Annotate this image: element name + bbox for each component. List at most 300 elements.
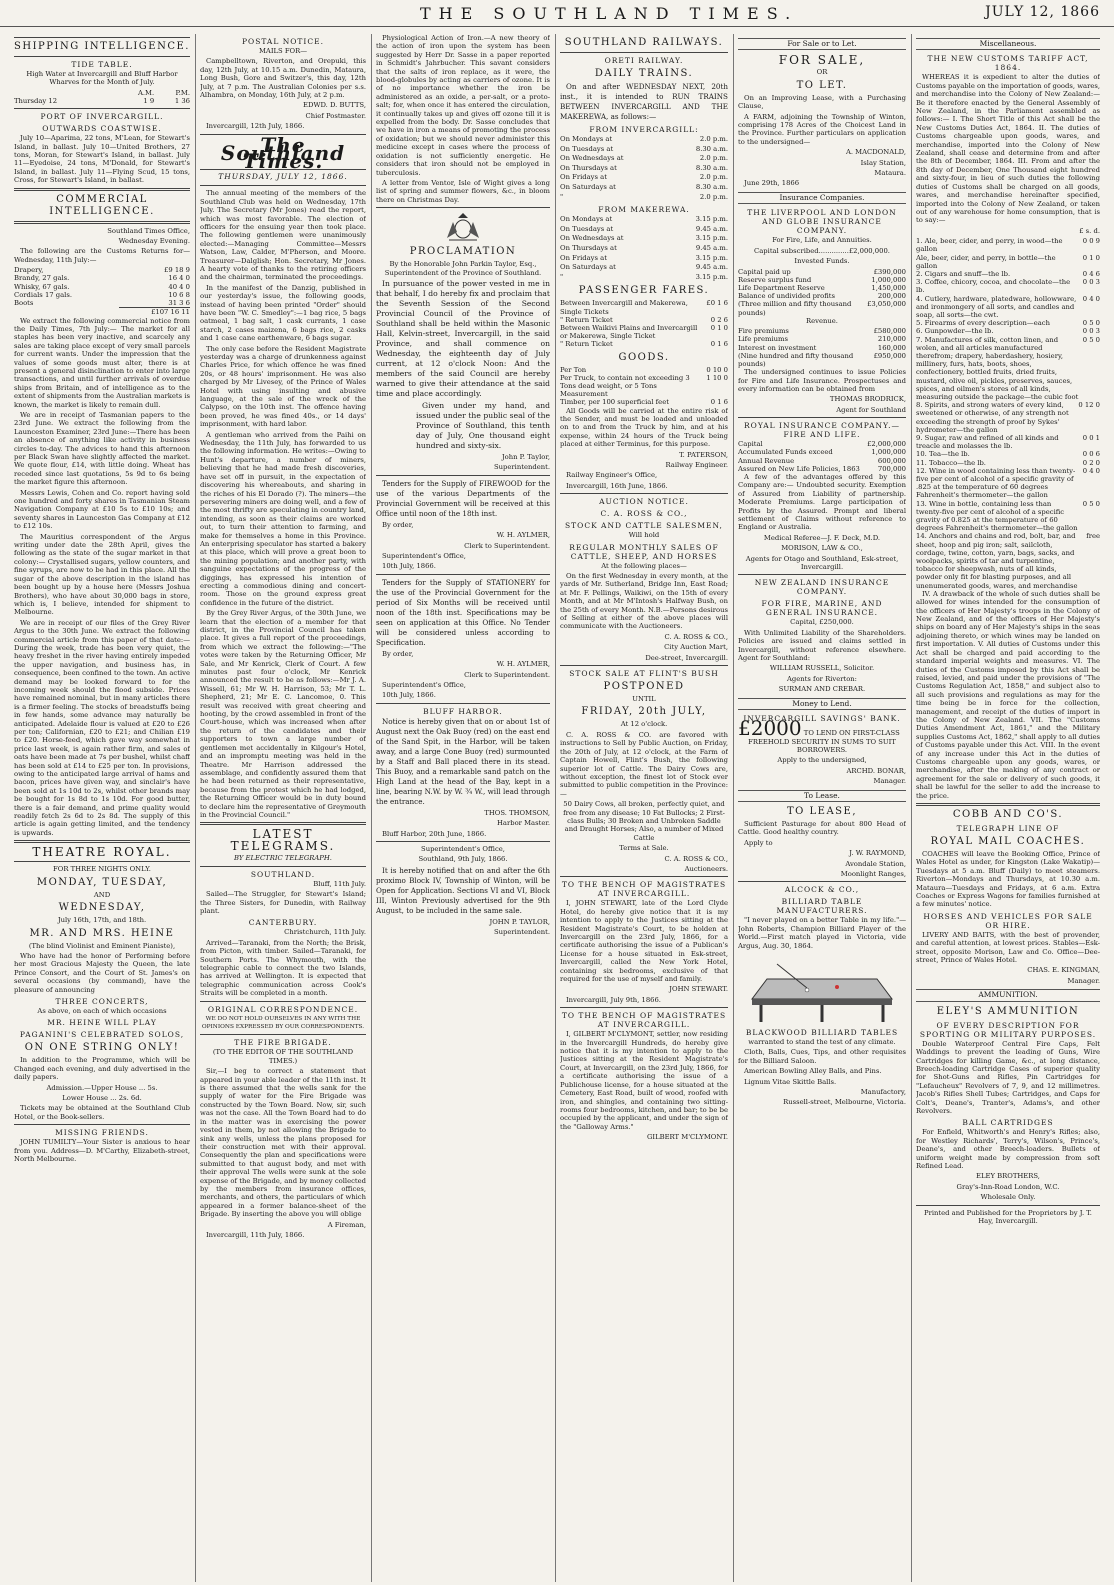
shipping-heading: SHIPPING INTELLIGENCE. (14, 41, 190, 52)
table-cell: Per Ton (560, 365, 587, 374)
table-row (14, 308, 190, 317)
one-string-heading: ON ONE STRING ONLY! (24, 1042, 180, 1054)
manufactory: Manufactory, (860, 1088, 906, 1097)
auction-heading: AUCTION NOTICE. (599, 497, 689, 507)
surman-crebar: SURMAN AND CREBAR. (778, 685, 866, 694)
at-places: At the following places— (601, 561, 687, 570)
table-cell: Capital paid up (738, 267, 791, 276)
nz-fire-heading: FOR FIRE, MARINE, AND GENERAL INSURANCE. (761, 599, 883, 618)
table-row (560, 183, 728, 193)
by-order-2: By order, (382, 649, 414, 658)
proclamation-heading: PROCLAMATION (409, 246, 517, 258)
table-row (560, 324, 728, 340)
newspaper-logo: The Southland Times. (220, 132, 346, 174)
rail-office: Railway Engineer's Office, (566, 471, 658, 480)
table-cell: 1,000,000 (871, 448, 906, 457)
masthead (0, 0, 1114, 27)
cobb-heading: COBB AND CO'S. (952, 809, 1064, 821)
bowling-text: American Bowling Alley Balls, and Pins. (744, 1067, 882, 1076)
table-cell: 3.15 p.m. (695, 215, 728, 224)
proclamation-para: In pursuance of the power vested in me in that behalf, I do hereby fix and proclaim that the Seventh Session of the Second Provincial Council of the Province of Southland shall be held within the Masonic Hall, Kelvin-street, Invercargill, in the said Province, and shall commence on Wednesday, the eighteenth day of July current, at 12 o'clock Noon: And the members of the said Council are hereby warned to give their attendance at the said time and place accordingly. (376, 278, 550, 398)
column-rule (195, 34, 196, 1582)
column-1 (14, 34, 190, 1582)
table-cell: Reserve surplus fund (738, 275, 812, 284)
aylmer-role-2: Clerk to Superintendent. (464, 670, 550, 679)
royal-para: A few of the advantages offered by this Company are:— Undoubted security. Exemption of Assured from Liability of partnership. Moderate Premiums. Large participation of Profits by the Assured. Prompt and liberal settlement of Claims without reference to England or Australia. (738, 472, 906, 532)
eley-brothers: ELEY BROTHERS, (976, 1172, 1040, 1181)
table-cell: 0 4 0 (1082, 294, 1100, 303)
table-cell: (Nine hundred and fifty thousand pounds) (738, 351, 854, 368)
table-cell: 4. Cutlery, hardware, platedware, hollowware, and ironmongery of all sorts, and candles and soap, all sorts—the cwt. (916, 294, 1077, 319)
to-let-heading: TO LET. (796, 79, 848, 91)
bench-1-para: I, JOHN STEWART, late of the Lord Clyde Hotel, do hereby give notice that it is my intention to apply to the Justices sitting at the Resident Magistrate's Court, to be holden at Invercargill on the 23rd July, 1866, for a certificate authorising the issue of a Publican's License for a house situated in Esk-street, Invercargill, called the New York Hotel, containing six bedrooms, exclusive of that required for the use of myself and family. (560, 899, 728, 984)
admission-upper: Admission.—Upper House ... 5s. (46, 1083, 158, 1092)
table-cell: Timber, per 100 superficial feet (560, 398, 669, 407)
paterson-name: T. PATERSON, (679, 450, 728, 459)
tide-pm-label: P.M. (175, 88, 190, 97)
bluff-role: Harbor Master. (497, 819, 550, 828)
fire-brigade-sign: A Fireman, (327, 1220, 366, 1229)
from-makerewa: FROM MAKEREWA. (598, 205, 690, 215)
table-cell: Cordials 17 gals. (14, 290, 72, 299)
telegrams-heading: LATEST TELEGRAMS. (230, 827, 336, 854)
billiard-heading: BILLIARD TABLE MANUFACTURERS. (776, 897, 868, 916)
revenue-table (738, 327, 906, 368)
grays-inn: Gray's-Inn-Road London, W.C. (956, 1182, 1060, 1191)
ross-mart: City Auction Mart, (664, 643, 728, 652)
until: UNTIL (632, 695, 656, 704)
table-cell: On Wednesdays at (560, 154, 624, 163)
table-cell: 0 5 0 (1082, 319, 1100, 328)
table-row (560, 340, 728, 348)
table-cell: 2.0 p.m. (699, 154, 728, 163)
table-row (916, 401, 1100, 434)
table-row (916, 237, 1100, 253)
makerewa-timetable (560, 215, 728, 282)
table-cell: 3.15 p.m. (695, 234, 728, 243)
winton-sign: JOHN P. TAYLOR, (489, 917, 550, 926)
bluff-date: Bluff Harbor, 20th June, 1866. (382, 829, 487, 838)
aylmer-name-2: W. H. AYLMER, (496, 660, 550, 669)
table-cell: Drapery, (14, 266, 44, 275)
table-row (738, 352, 906, 368)
ross-name: C. A. ROSS & CO., (600, 509, 688, 519)
regular-sales: REGULAR MONTHLY SALES OF CATTLE, SHEEP, AND HORSES (569, 542, 719, 561)
ross-sign: C. A. ROSS & CO., (664, 632, 728, 641)
nz-capital: Capital, £250,000. (790, 618, 854, 627)
table-cell: £390,000 (873, 267, 906, 276)
table-cell: 9.45 a.m. (695, 243, 728, 252)
nz-para: With Unlimited Liability of the Shareholders. Policies are issued and claims settled in Invercargill, without reference elsewhere. Agent for Southland: (738, 628, 906, 663)
theatre-sub: FOR THREE NIGHTS ONLY. (53, 865, 151, 874)
concerts-heading: THREE CONCERTS, (55, 996, 149, 1006)
morison-name: MORISON, LAW & CO., (781, 544, 863, 553)
table-cell: " Return Ticket (560, 340, 613, 349)
postal-date: Invercargill, 12th July, 1866. (206, 122, 305, 131)
table-row (916, 450, 1100, 458)
heine-will: MR. HEINE WILL PLAY (47, 1018, 157, 1028)
market-para-1: We extract the following commercial notice from the Daily Times, 7th July:— The market for all staples has been very inactive, and scarcely any sales are taking place except of very small parcels for current wants. Under the impression that the values of some goods must alter, there is at present a general disinclination to enter into large transactions, and until further arrivals of overdue ships from Britain, and of intelligence as to the extent of shipments from the Australian markets is known, the market is likely to remain dull. (14, 316, 190, 409)
terms: Terms at Sale. (619, 844, 669, 853)
apply-to: Apply to (744, 838, 773, 847)
table-row (916, 319, 1100, 327)
aylmer-role: Clerk to Superintendent. (464, 541, 550, 550)
postponed-heading: POSTPONED (603, 681, 685, 693)
outwards-heading: OUTWARDS COASTWISE. (42, 124, 162, 134)
invested-heading: Invested Funds. (794, 257, 850, 266)
table-cell: 13. Wine in bottle, containing less than twenty-five per cent of alcohol of a specific gravity of 0.825 at the temperature of 60 degrees Fahrenheit's thermometer—the gallon (916, 499, 1078, 533)
savings-bank-heading: INVERCARGILL SAVINGS' BANK. (743, 714, 901, 724)
invercargill-timetable (560, 135, 728, 202)
table-row (560, 135, 728, 145)
table-row (560, 225, 728, 235)
from-invercargill: FROM INVERCARGILL: (589, 125, 699, 134)
table-cell: 0 0 1 (1082, 434, 1100, 442)
friday-heading: FRIDAY, 20th JULY, (581, 706, 707, 718)
table-cell: 8.30 a.m. (695, 182, 728, 191)
to-lease-heading: TO LEASE, (786, 805, 858, 817)
table-cell: On Fridays at (560, 173, 607, 182)
railways-heading: SOUTHLAND RAILWAYS. (564, 37, 724, 48)
royal-heading: ROYAL INSURANCE COMPANY.—FIRE AND LIFE. (744, 421, 900, 440)
table-cell: 0 2 0 (1082, 458, 1100, 467)
table-row (560, 164, 728, 174)
table-cell: 210,000 (877, 335, 906, 344)
column-rule (371, 34, 372, 1582)
fire-brigade-heading: THE FIRE BRIGADE. (234, 1038, 332, 1048)
table-row (738, 344, 906, 352)
apply-undersigned: Apply to the undersigned, (777, 756, 867, 765)
proclamation-role: Superintendent. (494, 463, 550, 472)
table-row (738, 448, 906, 456)
stationery-para: Tenders for the Supply of STATIONERY for the use of the Provincial Government for the period of Six Months will be received until noon of the 18th inst. Specifications may be seen on application at this Office. No Tender will be considered unless according to Specification. (376, 577, 550, 647)
table-row (560, 316, 728, 324)
kingman-name: CHAS. E. KINGMAN, (1027, 966, 1100, 975)
table-cell: 1,000,000 (871, 275, 906, 284)
table-cell: 5. Firearms of every description—each (916, 319, 1050, 328)
climate-text: warranted to stand the test of any climate. (748, 1038, 896, 1047)
lease-text: Sufficient Pasturage for about 800 Head of Cattle. Good healthy country. (738, 819, 906, 837)
tide-table (14, 89, 190, 105)
table-cell: Accumulated Funds exceed (738, 448, 833, 457)
fares-table (560, 299, 728, 348)
customs-table (14, 266, 190, 316)
table-cell: 8.30 a.m. (695, 144, 728, 153)
liverpool-sub: For Fire, Life, and Annuities. (772, 236, 872, 245)
or-word: OR (816, 68, 828, 77)
money-bar: Money to Lend. (738, 698, 906, 710)
fire-brigade-para: Sir,—I beg to correct a statement that appeared in your able leader of the 11th inst. It is there assumed that the wells sank for the supply of water for the Fire Brigade was constructed by the Town Board. Now, sir, such was not the case. All the Town Board had to do in the matter was in exercising the power vested in them, by not allowing the Brigade to sink any wells, unless the plans proposed for their construction met with their approval. Consequently the plan and specifications were submitted to that august body, and met with their approval The wells were sunk at the sole expense of the Brigade, and by money collected by the members from insurance offices, merchants, and others, the particulars of which appeared in a former balance-sheet of the Brigade. By inserting the above you will oblige (200, 1067, 366, 1219)
editorial-para-3: The only case before the Resident Magistrate yesterday was a charge of drunkenness against Charles Price, for which offence he was fined 20s, or 48 hours' imprisonment. He was also charged by Mr Livesey, of the Prince of Wales Hotel with using insulting and abusive language, at the sale of the wreck of the Calypso, on the 10th inst. The offence having been proved, he was fined 40s., or 14 days' imprisonment, with hard labor. (200, 344, 366, 429)
table-row (560, 145, 728, 155)
table-cell: On Thursdays at (560, 163, 617, 172)
table-cell: " Return Ticket (560, 315, 613, 324)
table-cell: 0 2 6 (710, 315, 728, 324)
brodrick-name: THOMAS BRODRICK, (829, 395, 906, 404)
market-para-4: The Mauritius correspondent of the Argus writing under date the 28th April, gives the following as the state of the sugar market in that colony:— Crystallised sugars, yellow counters, and fine syrups, are now to be had in this place. All the sugar of the above description in the island has been bought up by a house here (Messrs Joshua Brothers), who have about 30,000 bags in store, which is, I believe, intended for shipment to Melbourne. (14, 532, 190, 617)
proclamation-by: By the Honorable John Parkin Taylor, Esq., Superintendent of the Province of Southland. (384, 260, 542, 277)
table-cell: Life Department Reserve (738, 283, 825, 292)
table-cell: Ale, beer, cider, and perry, in bottle—the gallon (916, 253, 1056, 270)
proclamation-given: Given under my hand, and issued under the public seal of the Province of Southland, this tenth day of July, One thousand eight hundred and sixty-six. (416, 400, 550, 450)
table-cell: 200,000 (877, 292, 906, 301)
goods-para: All Goods will be carried at the entire risk of the Sender, and must be loaded and unloaded on to and from the Truck by him, and at his expense, within 24 hours of the Truck being placed at either Terminus, for this purpose. (560, 406, 728, 449)
mataura: Mataura. (874, 169, 906, 178)
table-cell: Assured on New Life Policies, 1863 (738, 464, 860, 473)
table-row (916, 327, 1100, 335)
wholesale: Wholesale Only. (980, 1193, 1036, 1202)
table-cell: 10. Tea—the lb. (916, 450, 970, 459)
table-row (560, 193, 728, 203)
table-cell: 3.15 p.m. (695, 272, 728, 281)
column-2 (200, 34, 366, 1582)
column-5 (738, 34, 906, 1582)
table-cell: £3,050,000 (867, 300, 906, 309)
paganini-heading: PAGANINI'S CELEBRATED SOLOS, (19, 1030, 185, 1040)
table-cell: 600,000 (877, 456, 906, 465)
table-cell: Boots (14, 299, 34, 308)
super-office: Superintendent's Office, (382, 551, 466, 560)
table-cell: 0 0 3 (1082, 278, 1100, 287)
theatre-and: AND (93, 890, 111, 899)
table-cell: £0 1 6 (706, 299, 728, 308)
southland-para: Sailed—The Struggler, for Stewart's Island; the Three Sisters, for Dunedin, with Railway plant. (200, 890, 366, 915)
table-cell: 0 1 0 (710, 323, 728, 332)
missing-heading: MISSING FRIENDS. (55, 1128, 149, 1138)
super-date-2: 10th July, 1866. (382, 691, 436, 700)
table-cell: (Three million and fifty thousand pounds) (738, 300, 852, 317)
rail-date: Invercargill, 16th June, 1866. (566, 481, 668, 490)
riverton-agents: Agents for Riverton: (787, 674, 857, 683)
cobb-sub: TELEGRAPH LINE OF (956, 824, 1060, 834)
table-cell: £580,000 (873, 327, 906, 336)
cobb-para: COACHES will leave the Booking Office, Prince of Wales Hotel as under, for Kingston (Lake Wakatip)—Tuesdays at 5 a.m. Bluff (Daily) to meet steamers. Riverton—Mondays and Thursdays, at 10.30 a.m. Mataura—Tuesdays and Fridays, at 6 a.m. Extra Coaches or Express Wagons for families furnished at a few minutes' notice. (916, 850, 1100, 909)
table-cell: Capital (738, 440, 763, 449)
table-cell: 2.0 p.m. (699, 135, 728, 143)
table-row (14, 299, 190, 308)
ventnor-para: A letter from Ventor, Isle of Wight gives a long list of spring and summer flowers, &c., in bloom there on Christmas Day. (376, 178, 550, 204)
table-cell: 31 3 6 (168, 299, 190, 308)
table-cell: Brandy, 27 gals. (14, 274, 70, 283)
table-cell: 40 4 0 (168, 282, 190, 291)
lsd-header: £ s. d. (1079, 226, 1100, 235)
table-cell: 3. Coffee, chicory, cocoa, and chocolate—the lb. (916, 278, 1071, 295)
goods-heading: GOODS. (618, 351, 670, 363)
table-cell: 2.0 p.m. (699, 173, 728, 182)
bench-2-sign: GILBERT M'CLYMONT. (646, 1133, 728, 1142)
table-cell: 9.45 a.m. (695, 263, 728, 272)
table-cell: 8.30 a.m. (695, 163, 728, 172)
table-row (738, 292, 906, 300)
winton-role: Superintendent. (494, 928, 550, 937)
revenue-heading: Revenue. (806, 316, 838, 325)
auction-para: On the first Wednesday in every month, at the yards of Mr. Sutherland, Bridge Inn, East Road; at Mr. F. Pellings, Waikiwi, on the 15th of every Month, and at Mr M'Intosh's Halfway Bush, on the 25th of every Month. N.B.—Persons desirous of Selling at either of the above places will communicate with the Auctioneers. (560, 572, 728, 631)
royal-mail-heading: ROYAL MAIL COACHES. (930, 836, 1086, 848)
ball-cartridges-heading: BALL CARTRIDGES (962, 1118, 1054, 1128)
table-cell: £9 18 9 (164, 266, 190, 275)
departures-text: July 10—Aparima, 22 tons, M'Lean, for Stewart's Island, in ballast. July 10—United Brothers, 27 tons, Moran, for Stewart's Island, in ballast. July 11—Eyedoise, 24 tons, M'Donald, for Stewart's Island, in ballast. July 11—Flying Scud, 15 tons, Cross, for Stewart's Island, in ballast. (14, 134, 190, 185)
table-cell: 0 1 0 (1082, 253, 1100, 262)
table-row (916, 295, 1100, 320)
ross-role: STOCK AND CATTLE SALESMEN, (565, 521, 723, 531)
table-cell: Between Invercargill and Makerewa, Single Tickets (560, 299, 688, 316)
table-row (738, 457, 906, 465)
auctioneers: Auctioneers. (684, 864, 728, 873)
bench-2-para: I, GILBERT M'CLYMONT, settler, now residing in the Invercargill Hundreds, do hereby give notice that it is my intention to apply to the Justices sitting at the Resident Magistrate's Court, at Invercargill, on the 23rd July, 1866, for a certificate authorising the issue of a Publichouse license, for a house situated at the Cemetery, East Road, built of wood, roofed with iron, and shingles, and containing two sitting-rooms four bedrooms, kitchen, and bar; to be be occupied by the applicant, and under the sign of the "Galloway Arms." (560, 1030, 728, 1131)
sale-bar: For Sale or to Let. (738, 38, 906, 50)
fares-heading: PASSENGER FARES. (578, 285, 710, 297)
table-row (560, 299, 728, 315)
telegrams-sub: BY ELECTRIC TELEGRAPH. (234, 854, 332, 863)
lease-bar: To Lease. (738, 790, 906, 802)
vitae-text: Lignum Vitae Skittle Balls. (744, 1077, 837, 1086)
liverpool-heading: THE LIVERPOOL AND LONDON AND GLOBE INSURANCE COMPANY. (747, 208, 897, 236)
royal-crest-icon (441, 212, 485, 242)
market-para-5: We are in receipt of our files of the Grey River Argus to the 30th June. We extract the following commercial article from this paper of that date:— During the week, trade has been very quiet, the heavy freshet in the river having entirely impeded the upper navigation, and business has, in consequence, been confined to the town. An active demand may be looked forward to for the incoming week should the flood subside. Prices have remained nominal, but in many articles there is a firmer feeling. The stocks of breadstuffs being in few hands, some advance may naturally be anticipated. Adelaide flour is valued at £20 to £26 per ton; Californian, £20 to £21; and Chilian £19 to £20. Horse-feed, which gave way somewhat in price last week, is again rather firm, and sales of oats have been made at 7s per bushel, whilst chaff has been sold at £14 to £25 per ton. In provisions, owing to the anticipated large arrival of hams and bacon, prices have given way, and sinclair's have been sold at 1s 10d to 2s, whilst other brands may be bought for 1s 8d to 1s 10d. For good butter, there is a fair demand, and prime quality would readily fetch 2s 6d to 2s 8d. The supply of this article is again getting limited, and the tendency is upwards. (14, 618, 190, 837)
daily-trains-heading: DAILY TRAINS. (594, 68, 694, 79)
june-date: June 29th, 1866 (744, 179, 800, 188)
freehold-text: FREEHOLD SECURITY IN SUMS TO SUIT BORROWERS. (748, 737, 896, 754)
funds-table (738, 268, 906, 317)
royal-table (738, 440, 906, 473)
royal-medical: Medical Referee—J. F. Deck, M.D. (763, 533, 881, 542)
table-row (14, 274, 190, 282)
table-cell: 0 5 0 (1082, 335, 1100, 344)
table-row (14, 266, 190, 274)
morison-role: Agents for Otago and Southland, Esk-street, Invercargill. (745, 554, 899, 572)
table-row (560, 173, 728, 183)
table-row (916, 270, 1100, 278)
admission-lower: Lower House ... 2s. 6d. (62, 1093, 142, 1102)
editorial-para-5: By the Grey River Argus, of the 30th June, we learn that the election of a member for that district, in the Provincial Council has taken place. It gives a full report of the proceedings, from which we extract the following:—"The votes were taken by the Returning Officer, Mr Sale, and Mr Kenrick, Clerk of Court. A few minutes past four o'clock, Mr Kenrick announced the result to be as follows:—Mr J. A. Wissell, 61; Mr W. H. Harrison, 53; Mr T. L. Shepherd, 21; Mr E. C. Lancomoe, 0. This result was received with great cheering and hooting, by the crowd assembled in front of the Court-house, which was increased when after the return of the candidates and their supporters to town a large number of gentlemen met accidentally in Kilgour's Hotel, and an impromptu meeting was held in the Theatre. Mr Harrison addressed the assemblage, and confidently assured them that he had been returned as their representative, because from the protest which he had lodged, the Returning Officer would be in duty bound to declare him the representative of Greymouth in the Provincial Council." (200, 609, 366, 819)
table-cell: 3.15 p.m. (695, 253, 728, 262)
table-row (14, 291, 190, 299)
table-cell: " (560, 272, 564, 281)
table-row (916, 467, 1100, 500)
printed-by: Printed and Published for the Proprietors by J. T. Hay, Invercargill. (924, 1208, 1092, 1226)
tide-pm: 1 36 (174, 97, 190, 106)
misc-bar: Miscellaneous. (916, 38, 1100, 50)
table-row (738, 327, 906, 335)
eley-sub: OF EVERY DESCRIPTION FOR SPORTING OR MILITARY PURPOSES. (919, 1020, 1097, 1039)
table-row (560, 154, 728, 164)
table-cell: 1,450,000 (871, 283, 906, 292)
table-cell: 12. Wine in wood containing less than twenty-five per cent of alcohol of a specific gravity of .825 at the temperature of 60 degrees Fahrenheit's thermometer—the gallon (916, 466, 1076, 500)
table-cell: 0 4 0 (1082, 466, 1100, 475)
table-cell: 0 10 0 (706, 365, 728, 374)
table-row (916, 500, 1100, 533)
table-cell: On Mondays at (560, 135, 613, 143)
masthead-date: JULY 12, 1866 (985, 4, 1100, 20)
postal-heading: POSTAL NOTICE. (242, 37, 324, 46)
capital-subscribed: Capital subscribed..............£2,000,000. (754, 246, 890, 255)
programme-para: In addition to the Programme, which will be Changed each evening, and duly advertised in the daily papers. (14, 1056, 190, 1082)
avondale: Avondale Station, (845, 859, 906, 868)
bluff-heading: BLUFF HARBOR. (423, 706, 503, 716)
theatre-days: MONDAY, TUESDAY, (36, 876, 168, 888)
table-cell: 6. Gunpowder—the lb. (916, 327, 994, 336)
super-date: 10th July, 1866. (382, 562, 436, 571)
table-row (916, 532, 1100, 589)
table-cell: 9. Sugar, raw and refined of all kinds and treacle and molasses the lb. (916, 434, 1059, 451)
table-cell: 7. Manufactures of silk, cotton linen, and wolen, and all articles manufactured therefrom; drapery, haberdashery, hosiery, millinery, furs, hats, boots, shoes, confectionery, bottled fruits, dried fruits, mustard, olive oil, pickles, preserves, sauces, spices, and oilmen's stores of all kinds, measuring outside the package—the cubic foot (916, 335, 1079, 401)
table-cell: 0 4 6 (1082, 269, 1100, 278)
bluff-sign: THOS. THOMSON, (484, 808, 550, 817)
table-row (560, 234, 728, 244)
table-cell: £2,000,000 (867, 440, 906, 449)
fire-brigade-date: Invercargill, 11th July, 1866. (206, 1230, 305, 1239)
table-cell: 16 4 0 (168, 274, 190, 283)
table-row (916, 336, 1100, 402)
table-cell: Annual Revenue (738, 456, 795, 465)
table-cell: 0 1 6 (710, 340, 728, 349)
table-cell: 11. Tobacco—the lb. (916, 458, 986, 467)
heine-para: Who have had the honor of Performing before her most Gracious Majesty the Queen, the late Prince Consort, and the Court of St. James's on several occasions (by command), have the pleasure of announcing (14, 951, 190, 994)
heine-heading: MR. AND MRS. HEINE (29, 927, 175, 939)
canterbury-date: Christchurch, 11th July. (284, 928, 366, 937)
table-cell: On Mondays at (560, 215, 613, 224)
table-cell: 10 6 8 (168, 290, 190, 299)
bonar-name: ARCHD. BONAR, (846, 766, 906, 775)
table-cell: 700,000 (877, 464, 906, 473)
table-row (738, 465, 906, 473)
table-cell: £950,000 (873, 351, 906, 360)
postal-para: Campbelltown, Riverton, and Orepuki, this day, 12th July, at 10.15 a.m. Dunedin, Mataura, Long Bush, Gore and Switzer's, this day, 12th July, at 7 p.m. The Australian Colonies per s.s. Alhambra, on Monday, 16th July, at 2 p.m. (200, 57, 366, 100)
tide-intro: High Water at Invercargill and Bluff Harbor Wharves for the Month of July. (26, 70, 178, 87)
table-cell: Balance of undivided profits (738, 292, 836, 301)
southland-date: Bluff, 11th July. (313, 879, 366, 888)
table-cell: 0 1 6 (710, 398, 728, 407)
table-cell: On Tuesdays at (560, 224, 614, 233)
bench-2-heading: TO THE BENCH OF MAGISTRATES AT INVERCARGILL. (561, 1011, 727, 1030)
eley-para: Double Waterproof Central Fire Caps, Felt Waddings to prevent the leading of Guns, Wire Cartridges for killing Game, &c., at long distance, Breech-loading Cartridge Cases of superior quality for Shot-Guns and Rifles, Pin Cartridges for "Lefaucheux" Revolvers of 7, 9, and 12 millimetres. Jacob's Rifles Shell Tubes; Cartridges, and Caps for Colt's, Deane's, Tranter's, Adams's, and other Revolvers. (916, 1039, 1100, 1115)
column-6 (916, 34, 1100, 1582)
table-row (916, 459, 1100, 467)
table-row (738, 276, 906, 284)
table-cell: On Thursdays at (560, 243, 617, 252)
super-office-2: Superintendent's Office, (382, 681, 466, 689)
table-row (560, 273, 728, 283)
insurance-bar: Insurance Companies. (738, 192, 906, 204)
aylmer-name: W. H. AYLMER, (496, 531, 550, 540)
tariff-heading: THE NEW CUSTOMS TARIFF ACT, 1864. (927, 54, 1089, 73)
table-row (738, 284, 906, 292)
table-cell: 8. Spirits, and strong waters of every kind, sweetened or otherwise, of any strength not exceeding the strength of proof by Sykes' hydrometer—the gallon (916, 401, 1069, 434)
table-cell: " (560, 192, 564, 201)
blackwood-heading: BLACKWOOD BILLIARD TABLES (745, 1028, 899, 1038)
tariff-para-1: WHEREAS it is expedient to alter the duties of Customs payable on the importation of goods, wares, and merchandise into the Colony of New Zealand:— Be it therefore enacted by the General Assembly of New Zealand, in the Parliament assembled as follows:— I. The Short Title of this Act shall be the New Customs Duties Act, 1864. II. The duties of Customs chargeable upon goods, wares, and merchandise, imported into the Colony of New Zealand, shall cease and determine from and after the 8th of December, 1864. III. From and after the 8th day of December, One Thousand eight hundred and sixty-four, in lieu of such duties the following duties of Customs shall be charged on all goods, wares, and merchandise hereinafter specified, imported into the Colony of New Zealand, or taken out of any warehouse for home consumption, that is to say:— (916, 73, 1100, 225)
islay-station: Islay Station, (860, 158, 906, 167)
table-cell: Fire premiums (738, 327, 789, 336)
will-hold: Will hold (628, 531, 660, 540)
russell-name: WILLIAM RUSSELL, Solicitor. (769, 664, 875, 673)
bench-1-sign: JOHN STEWART. (669, 985, 728, 994)
issue-dateline: THURSDAY, JULY 12, 1866. (218, 171, 348, 181)
by-order: By order, (382, 520, 414, 529)
theatre-heading: THEATRE ROYAL. (32, 845, 172, 860)
table-cell: On Saturdays at (560, 182, 616, 191)
nz-insurance-heading: NEW ZEALAND INSURANCE COMPANY. (754, 578, 890, 597)
table-row (560, 254, 728, 264)
horses-heading: HORSES AND VEHICLES FOR SALE OR HIRE. (923, 911, 1093, 930)
bonar-role: Manager. (873, 777, 906, 786)
tariff-para-2: IV. A drawback of the whole of such duties shall be allowed for wines intended for the consumption of the officers of Her Majesty's troops in the Colony of New Zealand, and of the officers of Her Majesty's ships on board any of Her Majesty's ships in the seas adjoining thereto, or which wines may be landed on first importation. V. All duties of Customs under this Act shall be charged and paid according to the standard imperial weights and measures. VI. The duties of the Customs imposed by this Act shall be raised, levied, and paid under the provisions of "The Customs Regulation Act, 1858," and subject also to all such provisions and regulations as may for the time being be in force for the collection, management, and receipt of the duties of import in the Colony of New Zealand. VII. The "Customs Duties Amendment Act, 1861," and the Military supplies Customs Act, 1862," shall apply to all duties of Customs payable under this Act. VIII. In the event of any increase under this Act in the duties of Customs chargeable upon any goods, wares, or merchandise, after the making of any contract or agreement for the sale or delivery of such goods, it shall be lawful for the seller to add the increase to the price. (916, 589, 1100, 800)
table-cell: 1 10 0 (706, 373, 728, 382)
table-cell: 0 0 9 (1082, 237, 1100, 246)
winton-office: Superintendent's Office, (421, 845, 505, 854)
bluff-para: Notice is hereby given that on or about 1st of August next the Oak Buoy (red) on the east end of the Sand Spit, in the Harbor, will be taken away, and a large Cone Buoy (red) surmounted by a Staff and Ball placed there in its stead. This Buoy, and a remarkable sand patch on the High Land at the head of the Bay, kept in a line, bearing N.W. by W. ¾ W., will lead through the entrance. (376, 716, 550, 806)
table-cell: 14. Anchors and chains and rod, bolt, bar, and sheet, hoop and pig iron; salt, sailcloth, cordage, twine, cotton, yarn, bags, sacks, and woolpacks, spirits of tar and turpentine, tobacco for sheepwash, nuts of all kinds, powder only fit for blasting purposes, and all unenumerated goods, wares, and merchandise (916, 532, 1078, 590)
